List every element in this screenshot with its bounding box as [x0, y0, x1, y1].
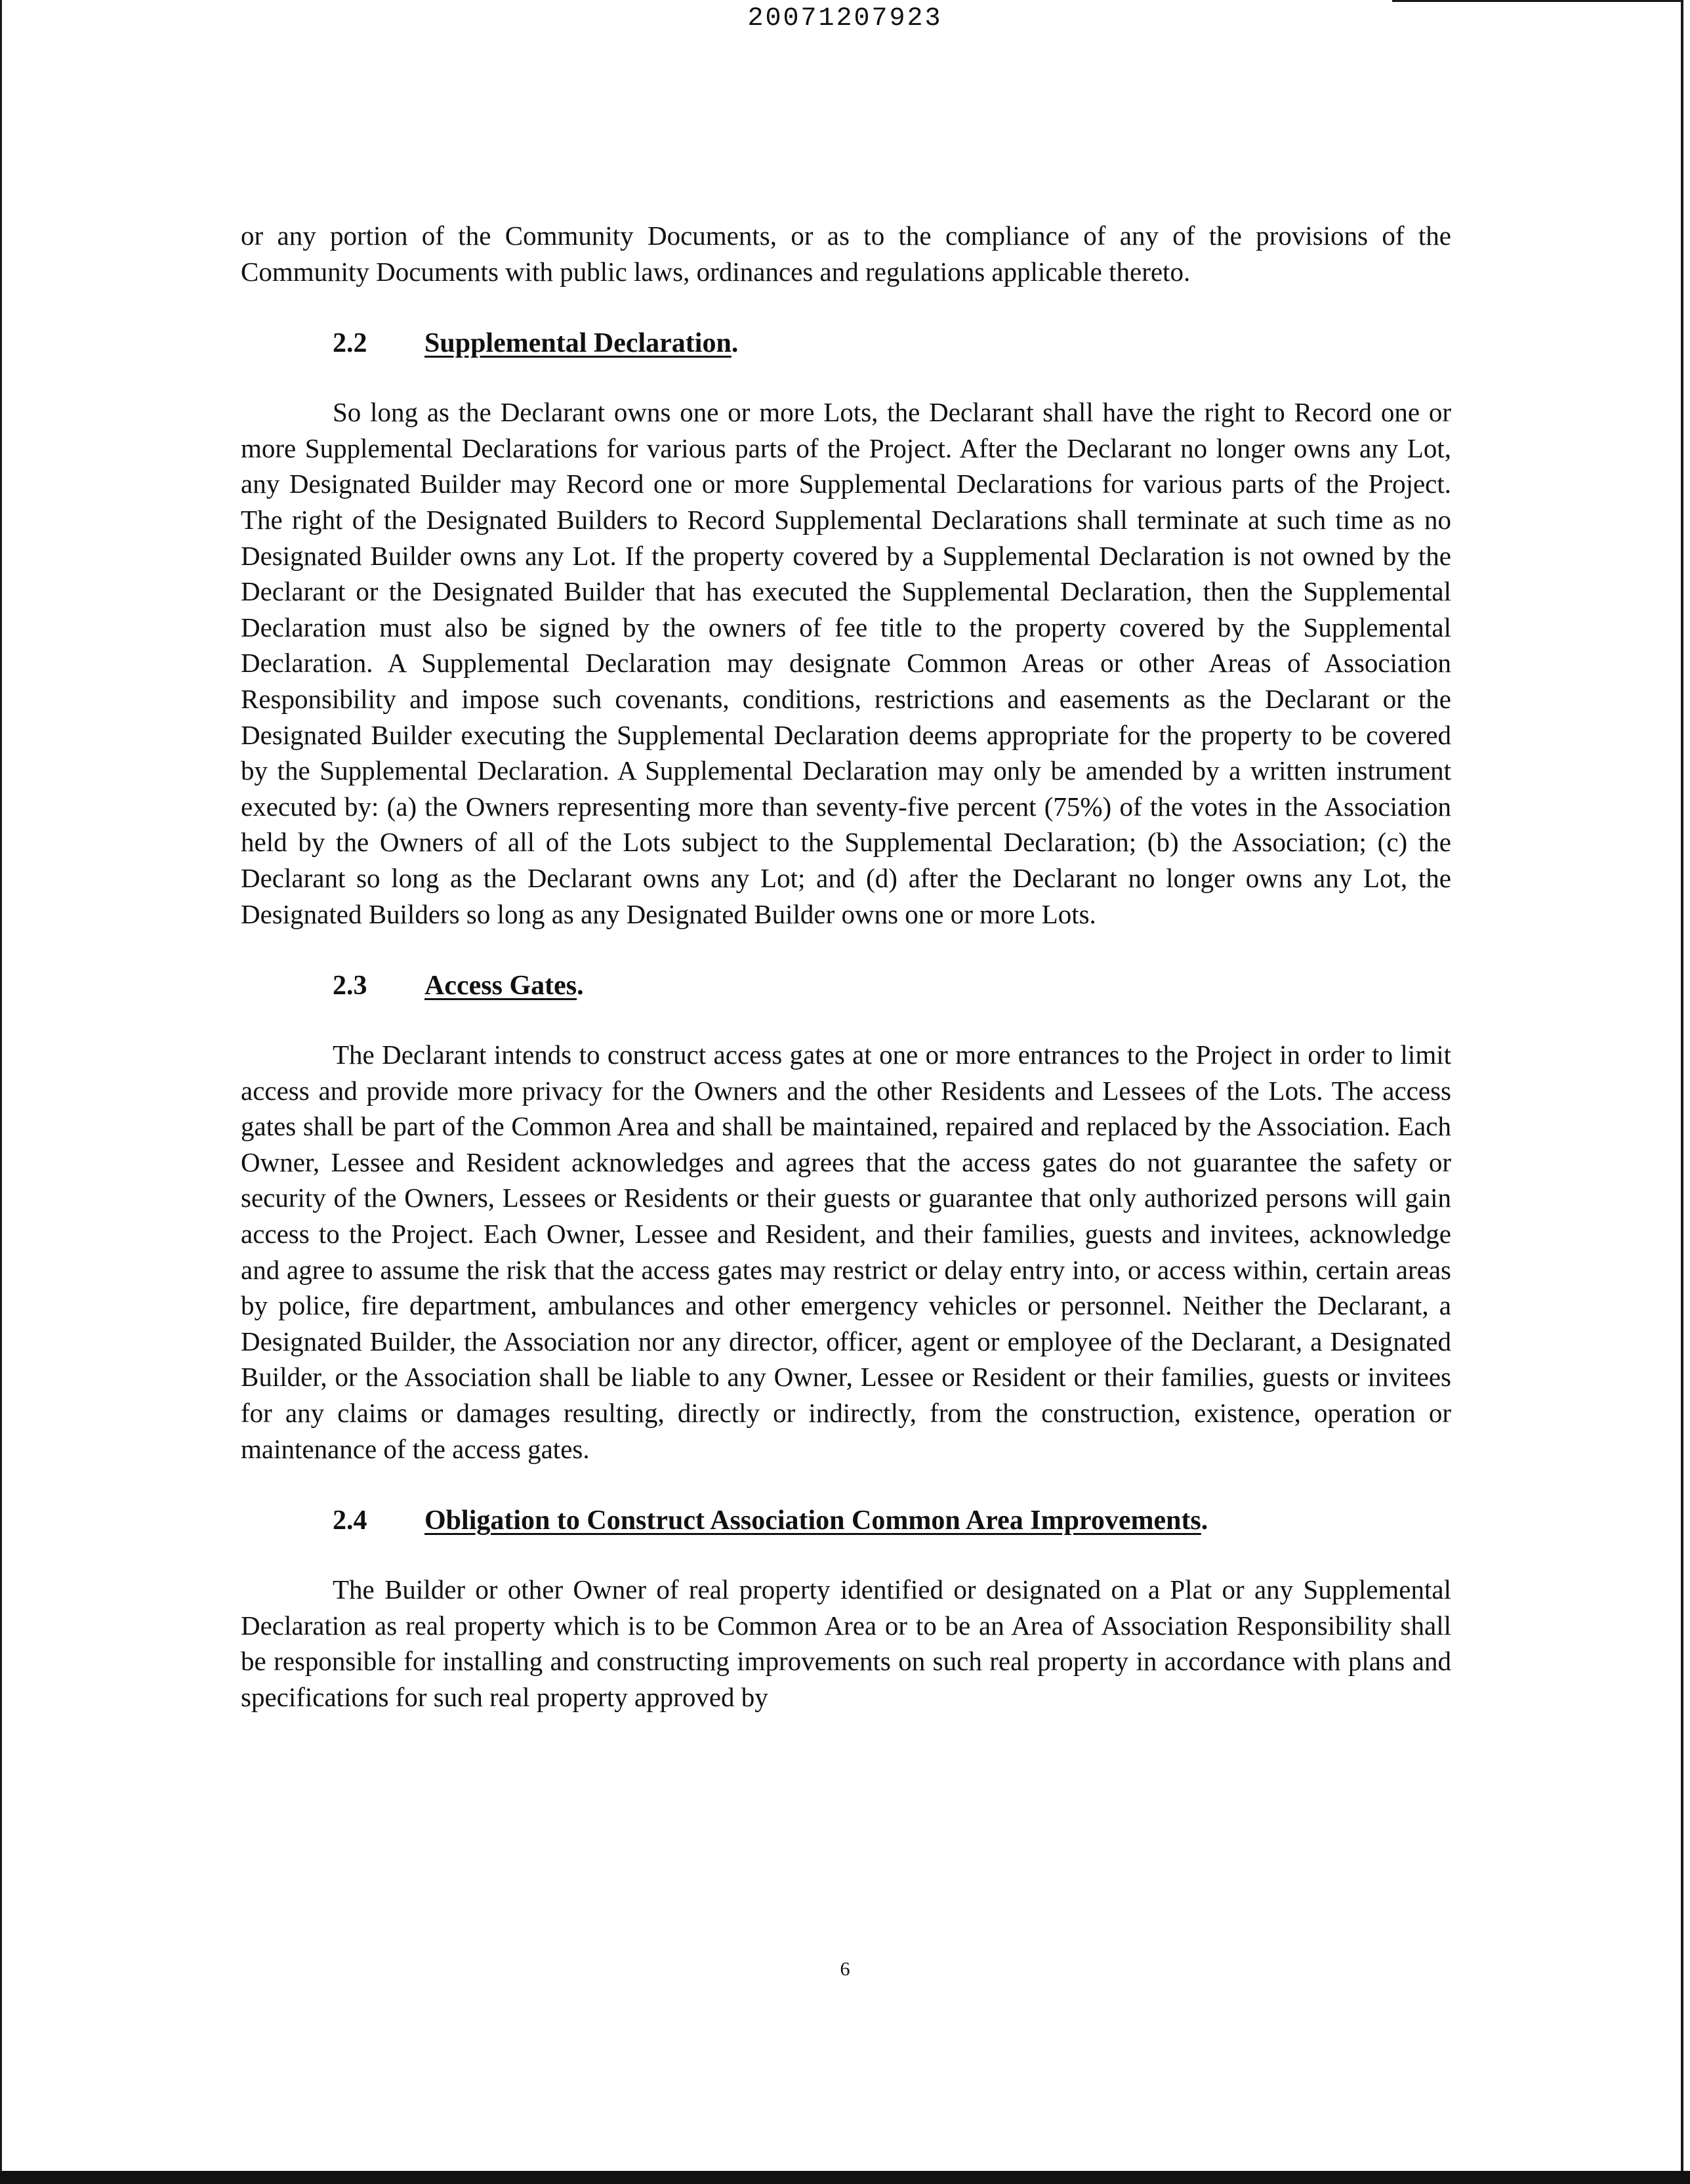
section-title-suffix: .	[577, 971, 584, 1001]
page-body	[241, 218, 1451, 1715]
section-paragraph-2-4: The Builder or other Owner of real property identified or designated on a Plat or any Supplemental Declaration as real property which is to be Common Area or to be an Area of Association Responsibility shall be responsible for installing and constructing improvements on such real property in accordance with plans and specifications for such real property approved by	[241, 1574, 1451, 1712]
document-number: 20071207923	[747, 4, 943, 33]
section-heading-2-2	[241, 325, 1451, 362]
section-title: Obligation to Construct Association Common Area Improvements	[424, 1505, 1201, 1536]
section-number: 2.3	[333, 971, 367, 1001]
section-heading-2-4	[241, 1502, 1451, 1539]
section-title: Supplemental Declaration	[424, 328, 732, 359]
section-title: Access Gates	[424, 971, 577, 1001]
section-number: 2.4	[333, 1505, 367, 1536]
section-paragraph-2-3: The Declarant intends to construct access gates at one or more entrances to the Project in order to limit access and provide more privacy for the Owners and the other Residents and Lessees of the Lots. The access gates shall be part of the Common Area and shall be maintained, repaired and replaced by the Association. Each Owner, Lessee and Resident acknowledges and agrees that the access gates do not guarantee the safety or security of the Owners, Lessees or Residents or their guests or guarantee that only authorized persons will gain access to the Project. Each Owner, Lessee and Resident, and their families, guests and invitees, acknowledge and agree to assume the risk that the access gates may restrict or delay entry into, or access within, certain areas by police, fire department, ambulances and other emergency vehicles or personnel. Neither the Declarant, a Designated Builder, the Association nor any director, officer, agent or employee of the Declarant, a Designated Builder, or the Association shall be liable to any Owner, Lessee or Resident or their families, guests or invitees for any claims or damages resulting, directly or indirectly, from the construction, existence, operation or maintenance of the access gates.	[241, 1040, 1451, 1464]
scan-edge-bottom	[0, 2171, 1690, 2184]
scan-edge-left	[0, 0, 2, 2184]
scan-edge-top	[1392, 0, 1681, 2]
scan-edge-right	[1681, 0, 1683, 2184]
section-title-suffix: .	[1201, 1505, 1208, 1536]
section-heading-2-3	[241, 967, 1451, 1004]
intro-paragraph: or any portion of the Community Documents, or as to the compliance of any of the provisions of the Community Documents with public laws, ordinances and regulations applicable thereto.	[241, 220, 1451, 287]
page-number: 6	[840, 1958, 850, 1980]
section-title-suffix: .	[731, 328, 739, 359]
section-paragraph-2-2: So long as the Declarant owns one or more Lots, the Declarant shall have the right to Record one or more Supplemental Declarations for various parts of the Project. After the Declarant no longer owns any Lot, any Designated Builder may Record one or more Supplemental Declarations for various parts of the Project. The right of the Designated Builders to Record Supplemental Declarations shall terminate at such time as no Designated Builder owns any Lot. If the property covered by a Supplemental Declaration is not owned by the Declarant or the Designated Builder that has executed the Supplemental Declaration, then the Supplemental Declaration must also be signed by the owners of fee title to the property covered by the Supplemental Declaration. A Supplemental Declaration may designate Common Areas or other Areas of Association Responsibility and impose such covenants, conditions, restrictions and easements as the Declarant or the Designated Builder executing the Supplemental Declaration deems appropriate for the property to be covered by the Supplemental Declaration. A Supplemental Declaration may only be amended by a written instrument executed by: (a) the Owners representing more than seventy-five percent (75%) of the votes in the Association held by the Owners of all of the Lots subject to the Supplemental Declaration; (b) the Association; (c) the Declarant so long as the Declarant owns any Lot; and (d) after the Declarant no longer owns any Lot, the Designated Builders so long as any Designated Builder owns one or more Lots.	[241, 397, 1451, 929]
section-number: 2.2	[333, 328, 367, 359]
